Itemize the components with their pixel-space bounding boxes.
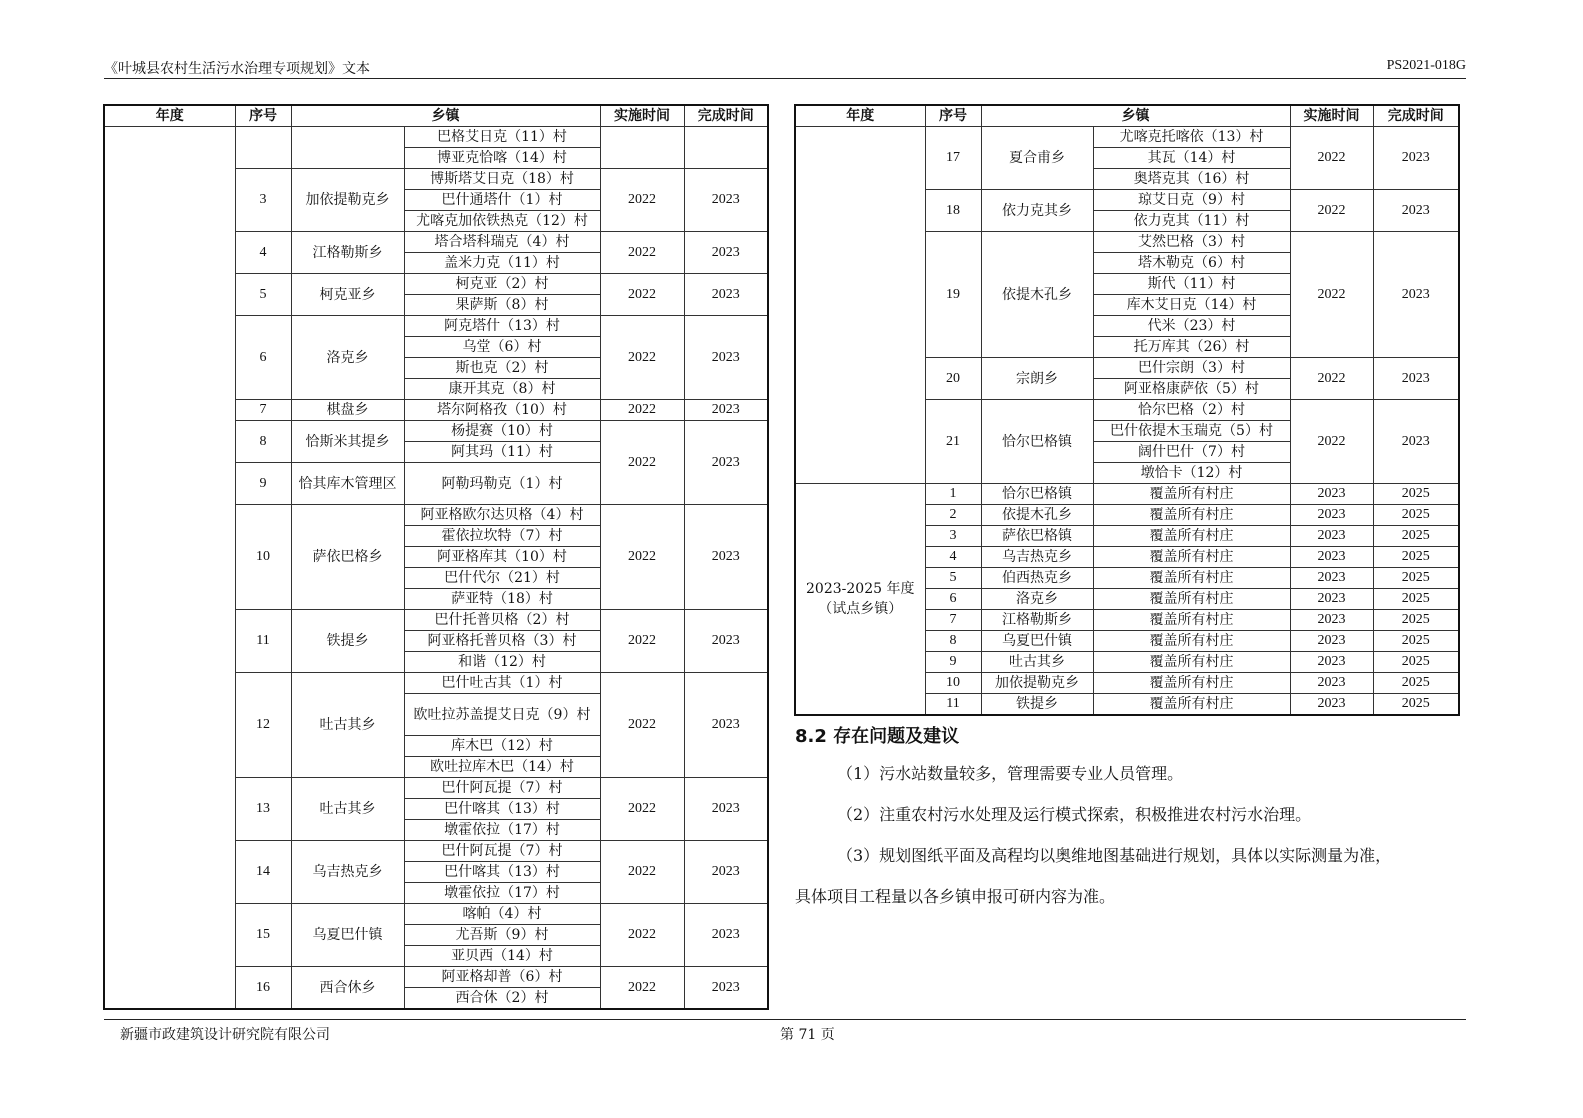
- village-cell: 奥塔克其（16）村: [1093, 169, 1290, 190]
- start-cell: 2023: [1290, 589, 1373, 610]
- end-cell: 2025: [1373, 547, 1459, 568]
- township-cell: 洛克乡: [291, 316, 404, 400]
- start-cell: 2023: [1290, 652, 1373, 673]
- village-cell: 博亚克恰喀（14）村: [404, 148, 600, 169]
- township-cell: 乌夏巴什镇: [291, 904, 404, 967]
- village-cell: 阿亚格却普（6）村: [404, 967, 600, 988]
- col-start: 实施时间: [1290, 105, 1373, 127]
- table-row: [795, 484, 1459, 505]
- seq-cell: 10: [235, 505, 291, 610]
- paragraph-3-continued: 具体项目工程量以各乡镇申报可研内容为准。: [795, 887, 1116, 906]
- township-cell: 江格勒斯乡: [981, 610, 1093, 631]
- township-cell: 洛克乡: [981, 589, 1093, 610]
- start-cell: 2023: [1290, 568, 1373, 589]
- start-cell: [600, 127, 684, 169]
- township-cell: 伯西热克乡: [981, 568, 1093, 589]
- village-cell: 阿亚格康萨依（5）村: [1093, 379, 1290, 400]
- seq-cell: 11: [235, 610, 291, 673]
- end-cell: 2023: [684, 421, 768, 505]
- seq-cell: 14: [235, 841, 291, 904]
- village-cell: 巴什阿瓦提（7）村: [404, 841, 600, 862]
- start-cell: 2022: [600, 505, 684, 610]
- col-township: 乡镇: [291, 105, 600, 127]
- paragraph-1: （1）污水站数量较多，管理需要专业人员管理。: [837, 764, 1184, 783]
- start-cell: 2022: [600, 232, 684, 274]
- village-cell: 尤吾斯（9）村: [404, 925, 600, 946]
- village-cell: 和谐（12）村: [404, 652, 600, 673]
- end-cell: 2025: [1373, 568, 1459, 589]
- coverage-cell: 覆盖所有村庄: [1093, 526, 1290, 547]
- village-cell: 巴什吐古其（1）村: [404, 673, 600, 694]
- township-cell: 铁提乡: [981, 694, 1093, 716]
- col-township: 乡镇: [981, 105, 1290, 127]
- footer-page-number: 第 71 页: [780, 1027, 835, 1043]
- start-cell: 2022: [600, 610, 684, 673]
- seq-cell: 3: [235, 169, 291, 232]
- township-cell: 乌吉热克乡: [981, 547, 1093, 568]
- village-cell: 墩霍依拉（17）村: [404, 883, 600, 904]
- seq-cell: 11: [925, 694, 981, 716]
- township-cell: 西合休乡: [291, 967, 404, 1010]
- year-cell: [795, 127, 925, 484]
- coverage-cell: 覆盖所有村庄: [1093, 694, 1290, 716]
- township-cell: 吐古其乡: [291, 673, 404, 778]
- seq-cell: 4: [235, 232, 291, 274]
- end-cell: 2025: [1373, 589, 1459, 610]
- section-title: 8.2 存在问题及建议: [795, 726, 960, 747]
- seq-cell: 10: [925, 673, 981, 694]
- village-cell: 康开其克（8）村: [404, 379, 600, 400]
- township-cell: 宗朗乡: [981, 358, 1093, 400]
- village-cell: 代米（23）村: [1093, 316, 1290, 337]
- end-cell: 2023: [684, 232, 768, 274]
- village-cell: 其瓦（14）村: [1093, 148, 1290, 169]
- seq-cell: 3: [925, 526, 981, 547]
- township-cell: 加依提勒克乡: [291, 169, 404, 232]
- start-cell: 2022: [1290, 190, 1373, 232]
- start-cell: 2022: [1290, 400, 1373, 484]
- seq-cell: 7: [235, 400, 291, 421]
- end-cell: 2023: [684, 967, 768, 1010]
- seq-cell: 21: [925, 400, 981, 484]
- village-cell: 博斯塔艾日克（18）村: [404, 169, 600, 190]
- village-cell: 巴什依提木玉瑞克（5）村: [1093, 421, 1290, 442]
- village-cell: 尤喀克加依铁热克（12）村: [404, 211, 600, 232]
- pilot-year-label: 2023-2025 年度: [806, 581, 915, 597]
- col-end: 完成时间: [684, 105, 768, 127]
- village-cell: 库木艾日克（14）村: [1093, 295, 1290, 316]
- coverage-cell: 覆盖所有村庄: [1093, 631, 1290, 652]
- start-cell: 2022: [600, 778, 684, 841]
- seq-cell: 1: [925, 484, 981, 505]
- col-start: 实施时间: [600, 105, 684, 127]
- seq-cell: 13: [235, 778, 291, 841]
- start-cell: 2023: [1290, 547, 1373, 568]
- start-cell: 2022: [600, 169, 684, 232]
- village-cell: 盖米力克（11）村: [404, 253, 600, 274]
- start-cell: 2023: [1290, 673, 1373, 694]
- end-cell: 2025: [1373, 505, 1459, 526]
- right-schedule-table: [794, 104, 1460, 716]
- seq-cell: 5: [235, 274, 291, 316]
- village-cell: 尤喀克托喀依（13）村: [1093, 127, 1290, 148]
- coverage-cell: 覆盖所有村庄: [1093, 589, 1290, 610]
- seq-cell: 7: [925, 610, 981, 631]
- seq-cell: 9: [925, 652, 981, 673]
- start-cell: 2022: [600, 400, 684, 421]
- township-cell: 加依提勒克乡: [981, 673, 1093, 694]
- township-cell: 恰尔巴格镇: [981, 400, 1093, 484]
- table-header-row: [795, 105, 1459, 127]
- township-cell: 恰其库木管理区: [291, 463, 404, 505]
- start-cell: 2022: [600, 421, 684, 505]
- paragraph-2: （2）注重农村污水处理及运行模式探索，积极推进农村污水治理。: [837, 805, 1312, 824]
- end-cell: 2025: [1373, 526, 1459, 547]
- table-row: [795, 127, 1459, 148]
- coverage-cell: 覆盖所有村庄: [1093, 568, 1290, 589]
- end-cell: 2023: [1373, 232, 1459, 358]
- seq-cell: 8: [235, 421, 291, 463]
- seq-cell: 20: [925, 358, 981, 400]
- village-cell: 阿亚格托普贝格（3）村: [404, 631, 600, 652]
- end-cell: 2023: [1373, 127, 1459, 190]
- village-cell: 萨亚特（18）村: [404, 589, 600, 610]
- start-cell: 2022: [600, 673, 684, 778]
- coverage-cell: 覆盖所有村庄: [1093, 652, 1290, 673]
- start-cell: 2023: [1290, 631, 1373, 652]
- village-cell: 琼艾日克（9）村: [1093, 190, 1290, 211]
- start-cell: 2023: [1290, 526, 1373, 547]
- end-cell: 2023: [684, 505, 768, 610]
- end-cell: 2023: [1373, 400, 1459, 484]
- village-cell: 塔木勒克（6）村: [1093, 253, 1290, 274]
- township-cell: 萨依巴格镇: [981, 526, 1093, 547]
- seq-cell: 6: [925, 589, 981, 610]
- table-row: [104, 127, 768, 148]
- seq-cell: [235, 127, 291, 169]
- end-cell: 2023: [684, 316, 768, 400]
- village-cell: 阿其玛（11）村: [404, 442, 600, 463]
- village-cell: 巴什阿瓦提（7）村: [404, 778, 600, 799]
- year-cell: [104, 127, 235, 1010]
- village-cell: 依力克其（11）村: [1093, 211, 1290, 232]
- seq-cell: 9: [235, 463, 291, 505]
- village-cell: 欧吐拉库木巴（14）村: [404, 757, 600, 778]
- end-cell: 2023: [684, 169, 768, 232]
- township-cell: 柯克亚乡: [291, 274, 404, 316]
- township-cell: 乌夏巴什镇: [981, 631, 1093, 652]
- village-cell: 阿亚格欧尔达贝格（4）村: [404, 505, 600, 526]
- start-cell: 2023: [1290, 484, 1373, 505]
- start-cell: 2022: [600, 904, 684, 967]
- township-cell: 江格勒斯乡: [291, 232, 404, 274]
- seq-cell: 17: [925, 127, 981, 190]
- village-cell: 斯也克（2）村: [404, 358, 600, 379]
- seq-cell: 18: [925, 190, 981, 232]
- village-cell: 霍依拉坎特（7）村: [404, 526, 600, 547]
- start-cell: 2022: [1290, 358, 1373, 400]
- township-cell: 夏合甫乡: [981, 127, 1093, 190]
- start-cell: 2022: [600, 841, 684, 904]
- village-cell: 艾然巴格（3）村: [1093, 232, 1290, 253]
- start-cell: 2022: [1290, 232, 1373, 358]
- coverage-cell: 覆盖所有村庄: [1093, 547, 1290, 568]
- end-cell: 2023: [684, 904, 768, 967]
- village-cell: 阿亚格库其（10）村: [404, 547, 600, 568]
- village-cell: 墩恰卡（12）村: [1093, 463, 1290, 484]
- township-cell: 棋盘乡: [291, 400, 404, 421]
- col-seq: 序号: [925, 105, 981, 127]
- end-cell: 2025: [1373, 484, 1459, 505]
- seq-cell: 8: [925, 631, 981, 652]
- end-cell: 2025: [1373, 694, 1459, 716]
- coverage-cell: 覆盖所有村庄: [1093, 505, 1290, 526]
- start-cell: 2022: [600, 316, 684, 400]
- start-cell: 2022: [1290, 127, 1373, 190]
- village-cell: 托万库其（26）村: [1093, 337, 1290, 358]
- col-year: 年度: [104, 105, 235, 127]
- seq-cell: 4: [925, 547, 981, 568]
- end-cell: 2025: [1373, 610, 1459, 631]
- end-cell: 2023: [684, 778, 768, 841]
- seq-cell: 5: [925, 568, 981, 589]
- village-cell: 乌堂（6）村: [404, 337, 600, 358]
- village-cell: 西合休（2）村: [404, 988, 600, 1010]
- township-cell: 恰尔巴格镇: [981, 484, 1093, 505]
- coverage-cell: 覆盖所有村庄: [1093, 484, 1290, 505]
- start-cell: 2023: [1290, 694, 1373, 716]
- village-cell: 阿克塔什（13）村: [404, 316, 600, 337]
- village-cell: 墩霍依拉（17）村: [404, 820, 600, 841]
- village-cell: 阿勒玛勒克（1）村: [404, 463, 600, 505]
- seq-cell: 12: [235, 673, 291, 778]
- township-cell: 萨依巴格乡: [291, 505, 404, 610]
- village-cell: 阔什巴什（7）村: [1093, 442, 1290, 463]
- village-cell: 斯代（11）村: [1093, 274, 1290, 295]
- township-cell: 依提木孔乡: [981, 505, 1093, 526]
- village-cell: 果萨斯（8）村: [404, 295, 600, 316]
- village-cell: 塔尔阿格孜（10）村: [404, 400, 600, 421]
- village-cell: 巴格艾日克（11）村: [404, 127, 600, 148]
- paragraph-3: （3）规划图纸平面及高程均以奥维地图基础进行规划，具体以实际测量为准，: [837, 846, 1392, 865]
- coverage-cell: 覆盖所有村庄: [1093, 673, 1290, 694]
- township-cell: [291, 127, 404, 169]
- seq-cell: 6: [235, 316, 291, 400]
- start-cell: 2022: [600, 967, 684, 1010]
- end-cell: 2025: [1373, 652, 1459, 673]
- village-cell: 巴什托普贝格（2）村: [404, 610, 600, 631]
- village-cell: 柯克亚（2）村: [404, 274, 600, 295]
- township-cell: 依力克其乡: [981, 190, 1093, 232]
- township-cell: 吐古其乡: [981, 652, 1093, 673]
- village-cell: 巴什代尔（21）村: [404, 568, 600, 589]
- left-schedule-table: [103, 104, 769, 1010]
- village-cell: 杨提赛（10）村: [404, 421, 600, 442]
- coverage-cell: 覆盖所有村庄: [1093, 610, 1290, 631]
- end-cell: 2025: [1373, 631, 1459, 652]
- seq-cell: 2: [925, 505, 981, 526]
- col-year: 年度: [795, 105, 925, 127]
- end-cell: 2023: [684, 400, 768, 421]
- start-cell: 2022: [600, 274, 684, 316]
- document-title: 《叶城县农村生活污水治理专项规划》文本: [104, 61, 370, 77]
- township-cell: 乌吉热克乡: [291, 841, 404, 904]
- document-code: PS2021-018G: [1386, 58, 1466, 73]
- col-end: 完成时间: [1373, 105, 1459, 127]
- end-cell: 2023: [1373, 190, 1459, 232]
- village-cell: 喀帕（4）村: [404, 904, 600, 925]
- village-cell: 亚贝西（14）村: [404, 946, 600, 967]
- table-header-row: [104, 105, 768, 127]
- village-cell: 巴什通塔什（1）村: [404, 190, 600, 211]
- township-cell: 依提木孔乡: [981, 232, 1093, 358]
- township-cell: 铁提乡: [291, 610, 404, 673]
- township-cell: 恰斯米其提乡: [291, 421, 404, 463]
- seq-cell: 19: [925, 232, 981, 358]
- village-cell: 巴什喀其（13）村: [404, 799, 600, 820]
- end-cell: 2023: [684, 274, 768, 316]
- end-cell: 2023: [1373, 358, 1459, 400]
- end-cell: [684, 127, 768, 169]
- footer-rule: [104, 1019, 1466, 1020]
- township-cell: 吐古其乡: [291, 778, 404, 841]
- seq-cell: 16: [235, 967, 291, 1010]
- village-cell: 恰尔巴格（2）村: [1093, 400, 1290, 421]
- col-seq: 序号: [235, 105, 291, 127]
- end-cell: 2023: [684, 610, 768, 673]
- start-cell: 2023: [1290, 610, 1373, 631]
- village-cell: 库木巴（12）村: [404, 736, 600, 757]
- village-cell: 巴什喀其（13）村: [404, 862, 600, 883]
- footer-company: 新疆市政建筑设计研究院有限公司: [120, 1027, 330, 1043]
- start-cell: 2023: [1290, 505, 1373, 526]
- village-cell: 欧吐拉苏盖提艾日克（9）村: [404, 694, 600, 736]
- pilot-year-cell: [795, 484, 925, 716]
- end-cell: 2023: [684, 841, 768, 904]
- village-cell: 巴什宗朗（3）村: [1093, 358, 1290, 379]
- header-rule: [104, 78, 1466, 79]
- seq-cell: 15: [235, 904, 291, 967]
- pilot-year-note: （试点乡镇）: [818, 601, 903, 617]
- village-cell: 塔合塔科瑞克（4）村: [404, 232, 600, 253]
- end-cell: 2025: [1373, 673, 1459, 694]
- end-cell: 2023: [684, 673, 768, 778]
